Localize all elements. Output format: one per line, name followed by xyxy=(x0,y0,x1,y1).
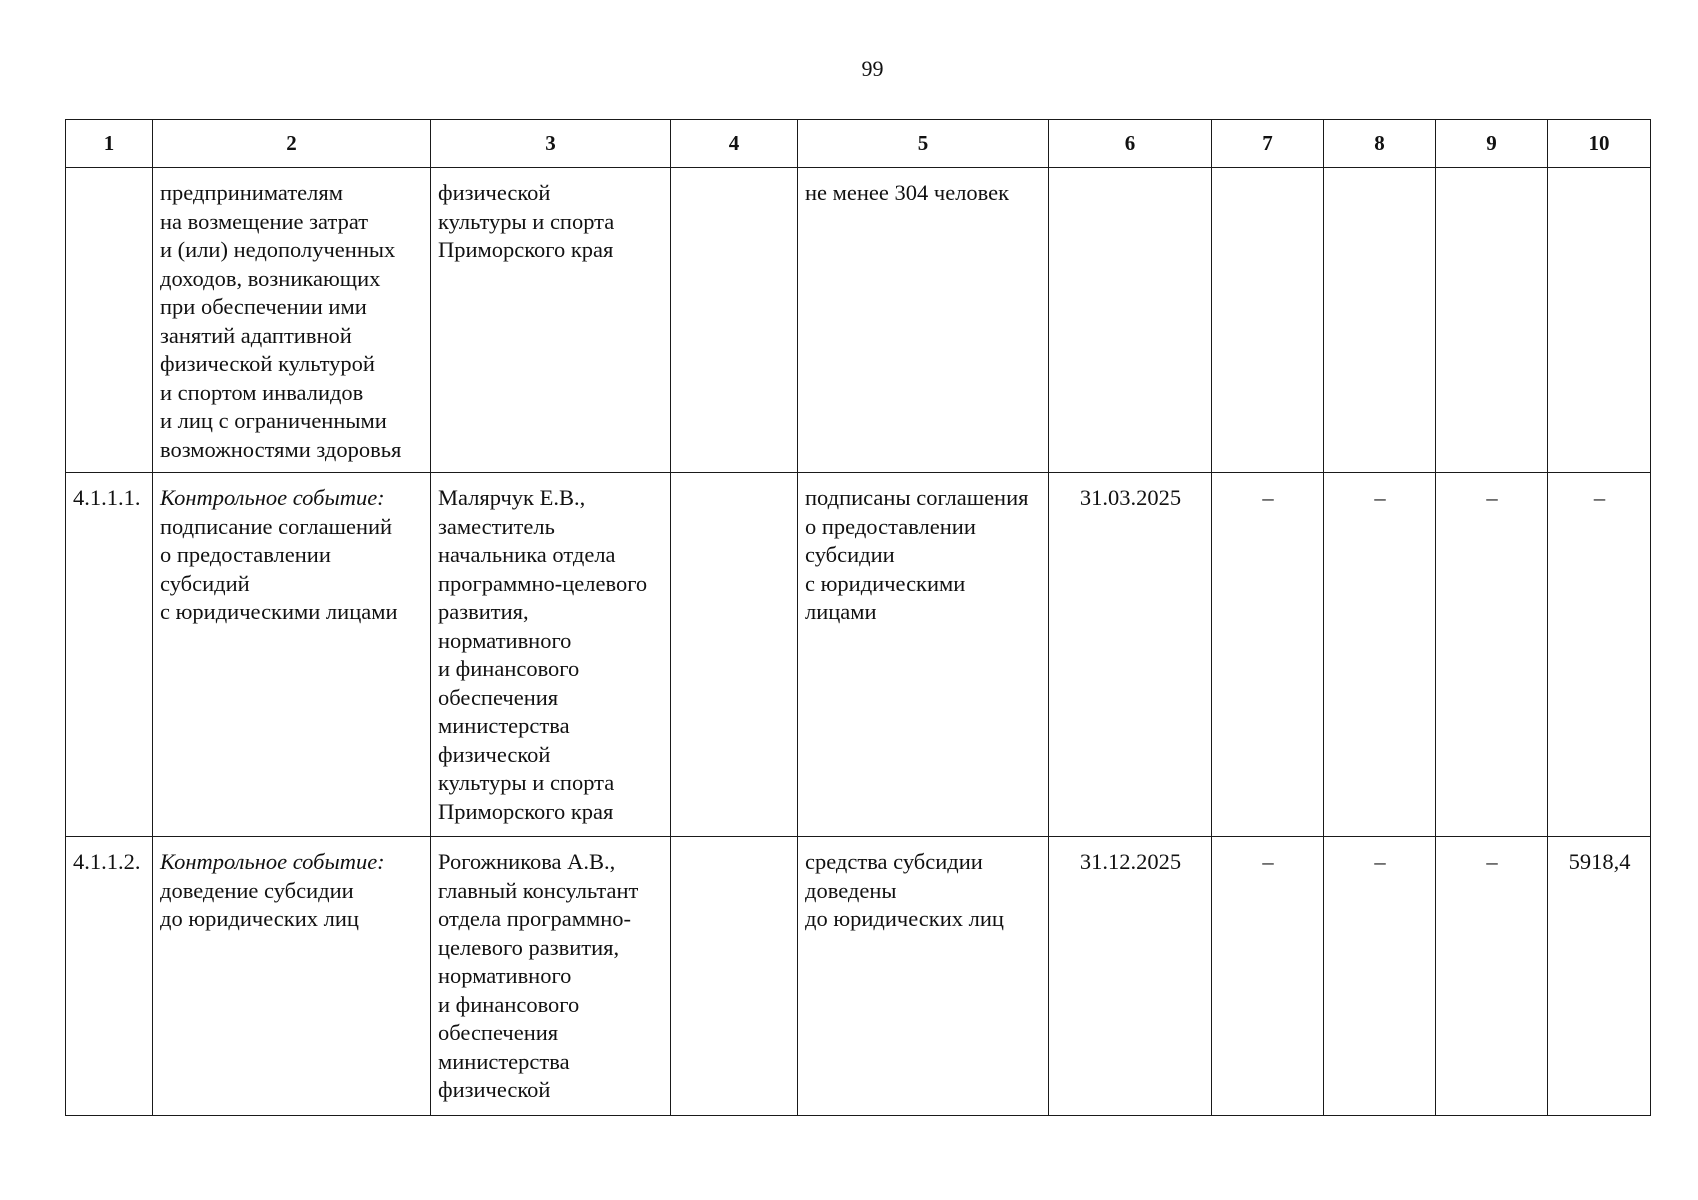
col9-value: – xyxy=(1486,849,1498,874)
cell-event-name xyxy=(153,473,431,837)
col9-value xyxy=(1436,168,1547,187)
cell-col7 xyxy=(1212,837,1324,1116)
col7-value: – xyxy=(1262,485,1274,510)
expected-result xyxy=(798,473,1048,635)
responsible-person xyxy=(431,837,670,1113)
event-name-line: о предоставлении xyxy=(160,542,331,567)
result-line: подписаны соглашения xyxy=(805,485,1029,510)
table-row xyxy=(66,168,1651,473)
responsible-line: и финансового xyxy=(438,991,580,1017)
event-name-line: подписание соглашений xyxy=(160,513,393,539)
responsible-line: нормативного xyxy=(438,627,572,653)
event-name-line: и (или) недополученных xyxy=(160,237,396,262)
cell-col9 xyxy=(1436,473,1548,837)
result-line: с юридическими xyxy=(805,570,966,596)
responsible-line: культуры и спорта xyxy=(438,208,615,234)
cell-result xyxy=(798,168,1049,473)
col4-value xyxy=(671,473,797,492)
cell-col10 xyxy=(1548,168,1651,473)
cell-number xyxy=(66,473,153,837)
row-number: 4.1.1.2. xyxy=(73,849,141,874)
cell-col8 xyxy=(1324,168,1436,473)
responsible-line: Рогожникова А.В., xyxy=(438,849,616,874)
column-header-1: 1 xyxy=(66,120,153,168)
control-event-label: Контрольное событие: xyxy=(160,485,385,510)
result-line: о предоставлении xyxy=(805,513,976,539)
responsible-line: главный консультант xyxy=(438,877,639,903)
responsible-line: развития, xyxy=(438,599,529,624)
responsible-line: и финансового xyxy=(438,656,580,681)
deadline-date xyxy=(1049,168,1211,187)
result-line: до юридических лиц xyxy=(805,906,1004,931)
responsible-line: заместитель xyxy=(438,513,555,539)
cell-date xyxy=(1049,168,1212,473)
col9-value: – xyxy=(1486,485,1498,510)
result-line: не менее 304 человек xyxy=(805,180,1010,205)
cell-result xyxy=(798,473,1049,837)
expected-result xyxy=(798,837,1048,942)
result-line: лицами xyxy=(805,599,877,624)
responsible-line: Малярчук Е.В., xyxy=(438,485,586,510)
cell-responsible xyxy=(431,837,671,1116)
column-header-10: 10 xyxy=(1548,120,1651,168)
cell-col8 xyxy=(1324,837,1436,1116)
event-name-line: на возмещение затрат xyxy=(160,208,369,234)
cell-col7 xyxy=(1212,168,1324,473)
responsible-line: программно-целевого xyxy=(438,570,648,596)
result-line: средства субсидии xyxy=(805,849,983,874)
col10-value: 5918,4 xyxy=(1568,849,1631,874)
event-name xyxy=(153,473,430,635)
event-name-line: до юридических лиц xyxy=(160,906,359,931)
col8-value: – xyxy=(1374,849,1386,874)
cell-responsible xyxy=(431,473,671,837)
col8-value: – xyxy=(1374,485,1386,510)
cell-date xyxy=(1049,473,1212,837)
cell-col4 xyxy=(671,168,798,473)
responsible-line: министерства xyxy=(438,713,570,738)
responsible-line: министерства xyxy=(438,1048,570,1074)
column-header-3: 3 xyxy=(431,120,671,168)
event-name-line: при обеспечении ими xyxy=(160,294,367,319)
cell-number xyxy=(66,168,153,473)
event-name xyxy=(153,837,430,942)
responsible-line: Приморского края xyxy=(438,798,614,824)
cell-result xyxy=(798,837,1049,1116)
header-row xyxy=(66,120,1651,168)
responsible-line: Приморского края xyxy=(438,237,614,262)
cell-col9 xyxy=(1436,837,1548,1116)
event-name-line: и лиц с ограниченными xyxy=(160,408,387,433)
control-event-label: Контрольное событие: xyxy=(160,849,385,874)
table-row xyxy=(66,473,1651,837)
event-name-line: физической культурой xyxy=(160,351,375,376)
event-name-line: и спортом инвалидов xyxy=(160,379,364,405)
cell-col4 xyxy=(671,473,798,837)
event-name-line: доведение субсидии xyxy=(160,877,354,903)
event-name xyxy=(153,168,430,472)
cell-col7 xyxy=(1212,473,1324,837)
event-name-line: доходов, возникающих xyxy=(160,265,381,291)
cell-event-name xyxy=(153,168,431,473)
col10-value: – xyxy=(1593,485,1606,510)
cell-col10 xyxy=(1548,837,1651,1116)
column-header-2: 2 xyxy=(153,120,431,168)
cell-col8 xyxy=(1324,473,1436,837)
responsible-line: отдела программно- xyxy=(438,906,632,931)
cell-number xyxy=(66,837,153,1116)
column-header-5: 5 xyxy=(798,120,1049,168)
cell-responsible xyxy=(431,168,671,473)
deadline-date: 31.12.2025 xyxy=(1079,849,1182,874)
expected-result xyxy=(798,168,1048,216)
column-header-7: 7 xyxy=(1212,120,1324,168)
column-header-6: 6 xyxy=(1049,120,1212,168)
table-row xyxy=(66,837,1651,1116)
responsible-line: физической xyxy=(438,1077,551,1102)
column-header-4: 4 xyxy=(671,120,798,168)
responsible-line: обеспечения xyxy=(438,684,559,710)
responsible-line: обеспечения xyxy=(438,1020,559,1045)
deadline-date: 31.03.2025 xyxy=(1079,485,1182,510)
cell-col4 xyxy=(671,837,798,1116)
responsible-line: нормативного xyxy=(438,963,572,988)
schedule-table xyxy=(65,119,1651,1116)
column-header-8: 8 xyxy=(1324,120,1436,168)
cell-col9 xyxy=(1436,168,1548,473)
row-number xyxy=(66,168,152,187)
col7-value xyxy=(1212,168,1323,187)
responsible-line: начальника отдела xyxy=(438,542,616,567)
col4-value xyxy=(671,168,797,187)
column-header-9: 9 xyxy=(1436,120,1548,168)
responsible-line: целевого развития, xyxy=(438,934,620,960)
result-line: доведены xyxy=(805,877,897,903)
responsible-line: физической xyxy=(438,741,551,767)
col10-value xyxy=(1548,168,1650,187)
cell-event-name xyxy=(153,837,431,1116)
event-name-line: занятий адаптивной xyxy=(160,322,352,348)
page-number: 99 xyxy=(861,56,884,81)
responsible-line: культуры и спорта xyxy=(438,770,615,795)
event-name-line: субсидий xyxy=(160,570,250,596)
col7-value: – xyxy=(1262,849,1274,874)
cell-col10 xyxy=(1548,473,1651,837)
result-line: субсидии xyxy=(805,542,895,567)
cell-date xyxy=(1049,837,1212,1116)
responsible-person xyxy=(431,168,670,273)
col4-value xyxy=(671,837,797,856)
responsible-line: физической xyxy=(438,180,551,205)
event-name-line: предпринимателям xyxy=(160,180,343,205)
event-name-line: с юридическими лицами xyxy=(160,599,398,624)
col8-value xyxy=(1324,168,1435,187)
responsible-person xyxy=(431,473,670,834)
row-number: 4.1.1.1. xyxy=(73,485,141,510)
event-name-line: возможностями здоровья xyxy=(160,436,402,462)
